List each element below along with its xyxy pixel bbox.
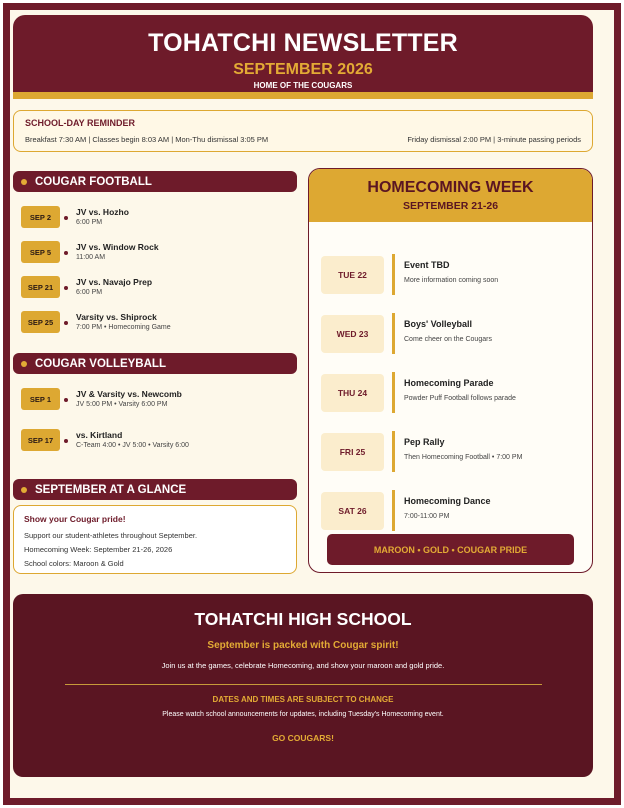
event-name: JV & Varsity vs. Newcomb <box>76 389 182 399</box>
day-badge: WED 23 <box>321 315 384 353</box>
day-divider <box>392 490 395 531</box>
newsletter-subtitle: HOME OF THE COUGARS <box>253 81 353 90</box>
event-detail: C-Team 4:00 • JV 5:00 • Varsity 6:00 <box>76 442 189 449</box>
reminder-title: SCHOOL-DAY REMINDER <box>25 118 136 128</box>
homecoming-day <box>321 490 581 531</box>
footer-title: TOHATCHI HIGH SCHOOL <box>194 609 412 629</box>
bullet-icon <box>64 321 68 325</box>
volleyball-heading <box>13 353 297 374</box>
football-event <box>21 311 297 337</box>
footer-join-text: Join us at the games, celebrate Homecoming, and show your maroon and gold pride. <box>161 661 445 670</box>
day-event-detail: Then Homecoming Football • 7:00 PM <box>404 454 523 461</box>
bullet-icon <box>64 398 68 402</box>
glance-heading-label: SEPTEMBER AT A GLANCE <box>35 483 187 496</box>
homecoming-footer-banner: MAROON • GOLD • COUGAR PRIDE <box>327 534 574 565</box>
event-date-badge: SEP 17 <box>21 429 60 451</box>
homecoming-day <box>321 313 581 354</box>
event-name: JV vs. Navajo Prep <box>76 277 153 287</box>
day-event-name: Event TBD <box>404 260 450 270</box>
day-divider <box>392 254 395 295</box>
homecoming-title: HOMECOMING WEEK <box>367 179 534 196</box>
glance-title: Show your Cougar pride! <box>24 514 126 524</box>
day-event-detail: Come cheer on the Cougars <box>404 336 492 343</box>
day-divider <box>392 431 395 472</box>
bullet-icon <box>21 487 27 493</box>
volleyball-heading-label: COUGAR VOLLEYBALL <box>35 357 166 370</box>
bullet-icon <box>64 286 68 290</box>
homecoming-day <box>321 431 581 472</box>
homecoming-day <box>321 372 581 413</box>
day-badge: FRI 25 <box>321 433 384 471</box>
homecoming-dates: SEPTEMBER 21-26 <box>402 200 499 212</box>
event-name: JV vs. Window Rock <box>76 242 159 252</box>
bullet-icon <box>64 216 68 220</box>
day-event-name: Pep Rally <box>404 437 445 447</box>
reminder-right-text: Friday dismissal 2:00 PM | 3-minute passing periods <box>407 135 581 144</box>
day-event-name: Homecoming Parade <box>404 378 494 388</box>
school-footer <box>13 594 593 777</box>
bullet-icon <box>64 439 68 443</box>
event-date-badge: SEP 5 <box>21 241 60 263</box>
glance-line: Support our student-athletes throughout September. <box>24 531 198 540</box>
event-name: vs. Kirtland <box>76 430 123 440</box>
reminder-left-text: Breakfast 7:30 AM | Classes begin 8:03 AM | Mon-Thu dismissal 3:05 PM <box>25 135 269 144</box>
school-day-reminder <box>13 110 593 152</box>
event-detail: 6:00 PM <box>76 219 103 226</box>
football-heading-label: COUGAR FOOTBALL <box>35 175 152 188</box>
day-divider <box>392 313 395 354</box>
footer-note: Please watch school announcements for updates, including Tuesday's Homecoming event. <box>162 711 444 718</box>
day-badge: SAT 26 <box>321 492 384 530</box>
footer-divider <box>65 684 542 685</box>
glance-line: School colors: Maroon & Gold <box>24 559 124 568</box>
newsletter-header <box>13 15 593 92</box>
glance-line: Homecoming Week: September 21-26, 2026 <box>24 545 173 554</box>
day-badge: THU 24 <box>321 374 384 412</box>
volleyball-event <box>21 429 297 455</box>
event-name: Varsity vs. Shiprock <box>76 312 157 322</box>
event-detail: 11:00 AM <box>76 254 106 261</box>
event-detail: 7:00 PM • Homecoming Game <box>76 324 171 331</box>
homecoming-week-panel <box>308 168 593 573</box>
day-badge: TUE 22 <box>321 256 384 294</box>
event-date-badge: SEP 1 <box>21 388 60 410</box>
newsletter-title: TOHATCHI NEWSLETTER <box>148 29 458 57</box>
event-detail: 6:00 PM <box>76 289 103 296</box>
day-event-name: Boys' Volleyball <box>404 319 472 329</box>
bullet-icon <box>21 361 27 367</box>
header-gold-bar <box>13 92 593 99</box>
glance-heading <box>13 479 297 500</box>
footer-cheer: GO COUGARS! <box>272 733 334 743</box>
day-event-detail: More information coming soon <box>404 277 499 284</box>
footer-disclaimer: DATES AND TIMES ARE SUBJECT TO CHANGE <box>212 695 394 704</box>
football-event <box>21 276 297 302</box>
homecoming-day <box>321 254 581 295</box>
bullet-icon <box>21 179 27 185</box>
glance-box <box>13 505 297 574</box>
day-event-detail: 7:00-11:00 PM <box>404 513 450 520</box>
event-date-badge: SEP 21 <box>21 276 60 298</box>
homecoming-header <box>309 169 592 222</box>
football-event <box>21 241 297 267</box>
football-heading <box>13 171 297 192</box>
event-name: JV vs. Hozho <box>76 207 129 217</box>
volleyball-event <box>21 388 297 414</box>
newsletter-month: SEPTEMBER 2026 <box>233 61 373 78</box>
event-detail: JV 5:00 PM • Varsity 6:00 PM <box>76 401 168 408</box>
footer-tagline: September is packed with Cougar spirit! <box>207 640 399 651</box>
day-divider <box>392 372 395 413</box>
event-date-badge: SEP 25 <box>21 311 60 333</box>
day-event-detail: Powder Puff Football follows parade <box>404 395 516 402</box>
day-event-name: Homecoming Dance <box>404 496 491 506</box>
football-event <box>21 206 297 232</box>
event-date-badge: SEP 2 <box>21 206 60 228</box>
bullet-icon <box>64 251 68 255</box>
